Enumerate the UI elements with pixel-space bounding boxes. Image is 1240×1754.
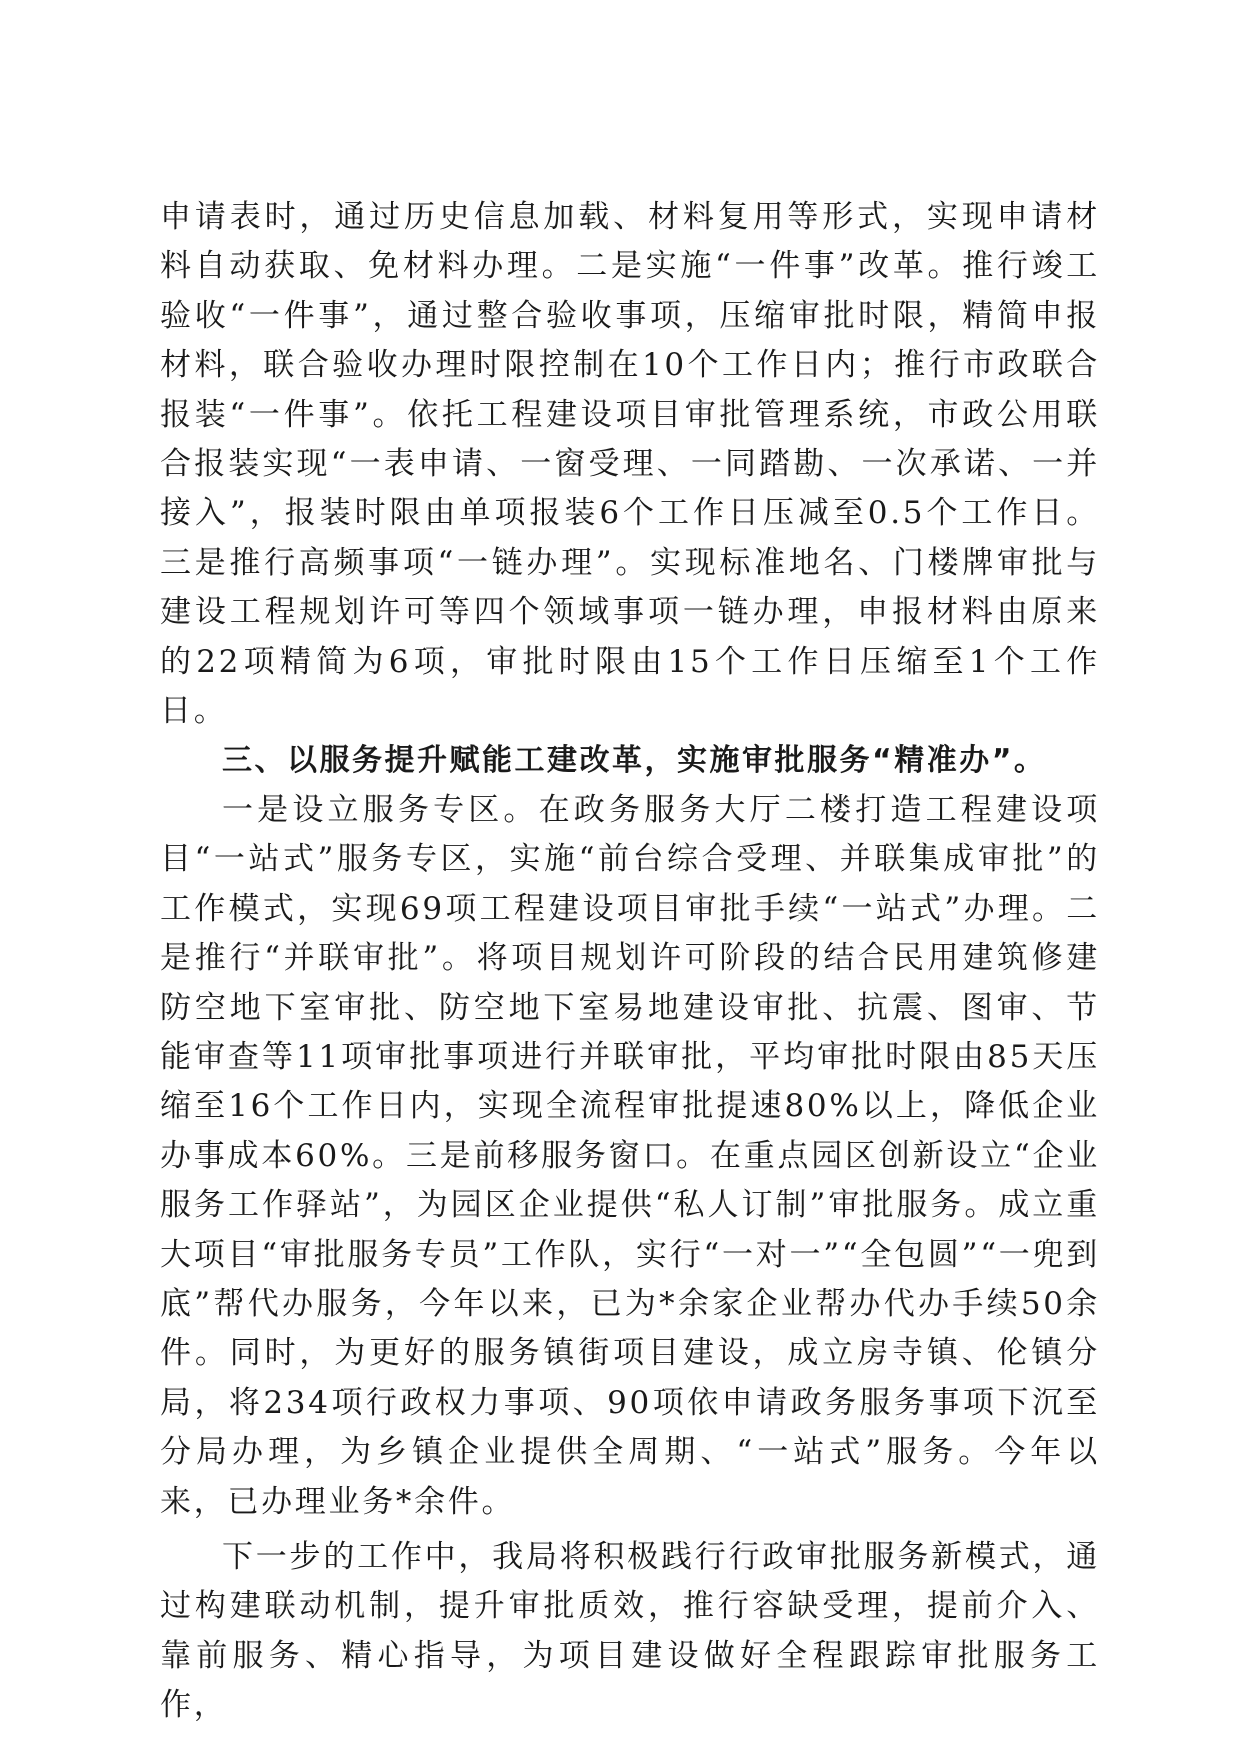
body-paragraph-next-steps: 下一步的工作中，我局将积极践行行政审批服务新模式，通过构建联动机制，提升审批质效，推行容缺受理，提前介入、靠前服务、精心指导，为项目建设做好全程跟踪审批服务工作， — [160, 1538, 1100, 1724]
body-paragraph-continuation: 申请表时，通过历史信息加载、材料复用等形式，实现申请材料自动获取、免材料办理。二是实施“一件事”改革。推行竣工验收“一件事”，通过整合验收事项，压缩审批时限，精简申报材料，联合验收办理时限控制在10个工作日内；推行市政联合报装“一件事”。依托工程建设项目审批管理系统，市政公用联合报装实现“一表申请、一窗受理、一同踏勘、一次承诺、一并接入”，报装时限由单项报装6个工作日压减至0.5个工作日。三是推行高频事项“一链办理”。实现标准地名、门楼牌审批与建设工程规划许可等四个领域事项一链办理，申报材料由原来的22项精简为6项，审批时限由15个工作日压缩至1个工作日。 — [160, 199, 1100, 730]
document-page — [160, 193, 1100, 1731]
body-paragraph-section-three: 一是设立服务专区。在政务服务大厅二楼打造工程建设项目“一站式”服务专区，实施“前台综合受理、并联集成审批”的工作模式，实现69项工程建设项目审批手续“一站式”办理。二是推行“并联审批”。将项目规划许可阶段的结合民用建筑修建防空地下室审批、防空地下室易地建设审批、抗震、图审、节能审查等11项审批事项进行并联审批，平均审批时限由85天压缩至16个工作日内，实现全流程审批提速80%以上，降低企业办事成本60%。三是前移服务窗口。在重点园区创新设立“企业服务工作驿站”，为园区企业提供“私人订制”审批服务。成立重大项目“审批服务专员”工作队，实行“一对一”“全包圆”“一兜到底”帮代办服务，今年以来，已为*余家企业帮办代办手续50余件。同时，为更好的服务镇街项目建设，成立房寺镇、伦镇分局，将234项行政权力事项、90项依申请政务服务事项下沉至分局办理，为乡镇企业提供全周期、“一站式”服务。今年以来，已办理业务*余件。 — [160, 791, 1100, 1520]
section-heading-three: 三、以服务提升赋能工建改革，实施审批服务“精准办”。 — [222, 743, 1047, 779]
